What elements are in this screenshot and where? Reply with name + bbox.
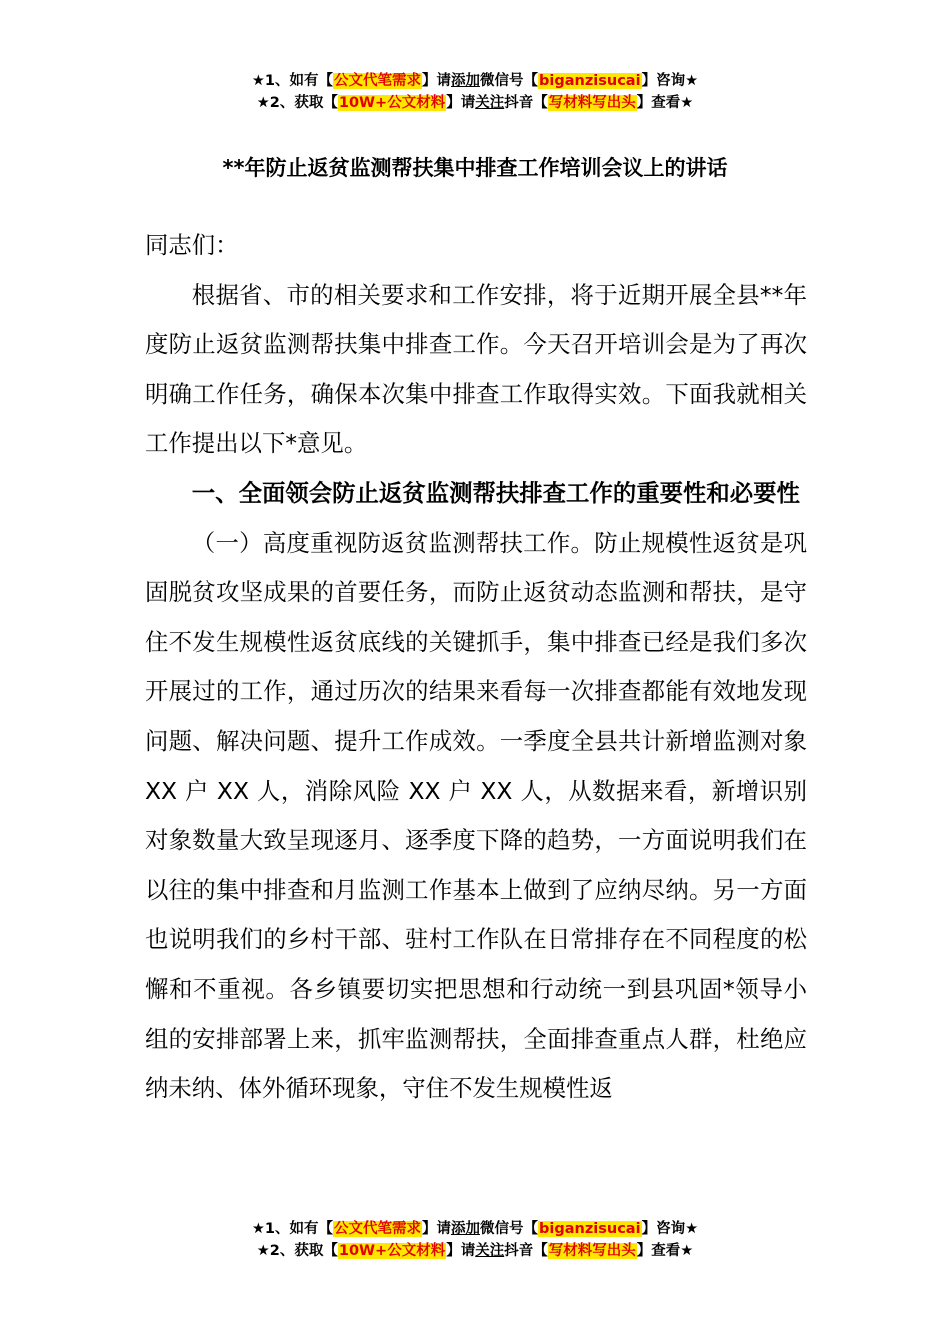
banner-emphasis: 添加 [451,1221,481,1237]
banner-line-1 [0,70,950,92]
banner-text: 微信号【 [480,1221,539,1237]
header-banner [0,70,950,114]
banner-text: 】咨询★ [641,1221,699,1237]
banner-text: 】请 [422,1221,452,1237]
section-heading-1: 一、全面领会防止返贫监测帮扶排查工作的重要性和必要性 [191,478,800,507]
banner-text: ★1、如有【 [251,73,334,89]
banner-line-2 [0,92,950,114]
highlight-materials: 10W+公文材料 [338,1243,446,1259]
banner-text: 】请 [422,73,452,89]
document-title: **年防止返贫监测帮扶集中排查工作培训会议上的讲话 [222,156,728,180]
banner-text: 】查看★ [636,1243,694,1259]
footer-banner [0,1218,950,1262]
banner-text: 】查看★ [636,95,694,111]
body-paragraph-1: （一）高度重视防返贫监测帮扶工作。防止规模性返贫是巩固脱贫攻坚成果的首要任务，而防止返贫动态监测和帮扶，是守住不发生规模性返贫底线的关键抓手，集中排查已经是我们多次开展过的工作，通过历次的结果来看每一次排查都能有效地发现问题、解决问题、提升工作成效。一季度全县共计新增监测对象 XX 户 XX 人，消除风险 XX 户 XX 人，从数据来看，新增识别对象数量大致呈现逐月、逐季度下降的趋势，一方面说明我们在以往的集中排查和月监测工作基本上做到了应纳尽纳。另一方面也说明我们的乡村干部、驻村工作队在日常排存在不同程度的松懈和不重视。各乡镇要切实把思想和行动统一到县巩固*领导小组的安排部署上来，抓牢监测帮扶，全面排查重点人群，杜绝应纳未纳、体外循环现象，守住不发生规模性返 [145,528,807,1103]
banner-text: 抖音【 [504,1243,548,1259]
banner-emphasis: 关注 [475,1243,505,1259]
highlight-douyin-account: 写材料写出头 [548,1243,636,1259]
highlight-materials: 10W+公文材料 [338,95,446,111]
document-body [145,221,807,1114]
highlight-wechat-id: biganzisucai [539,73,641,89]
highlight-service: 公文代笔需求 [334,1221,422,1237]
banner-text: 】请 [446,1243,476,1259]
banner-text: ★2、获取【 [256,1243,338,1259]
banner-text: 微信号【 [480,73,539,89]
highlight-wechat-id: biganzisucai [539,1221,641,1237]
intro-paragraph: 根据省、市的相关要求和工作安排，将于近期开展全县**年度防止返贫监测帮扶集中排查工作。今天召开培训会是为了再次明确工作任务，确保本次集中排查工作取得实效。下面我就相关工作提出以下*意见。 [145,280,807,458]
banner-text: 】咨询★ [641,73,699,89]
banner-emphasis: 关注 [475,95,505,111]
banner-text: 抖音【 [504,95,548,111]
banner-text: ★1、如有【 [251,1221,334,1237]
salutation: 同志们： [145,231,239,259]
banner-emphasis: 添加 [451,73,481,89]
highlight-service: 公文代笔需求 [334,73,422,89]
banner-line-1 [0,1218,950,1240]
highlight-douyin-account: 写材料写出头 [548,95,636,111]
banner-text: 】请 [446,95,476,111]
banner-text: ★2、获取【 [256,95,338,111]
banner-line-2 [0,1240,950,1262]
